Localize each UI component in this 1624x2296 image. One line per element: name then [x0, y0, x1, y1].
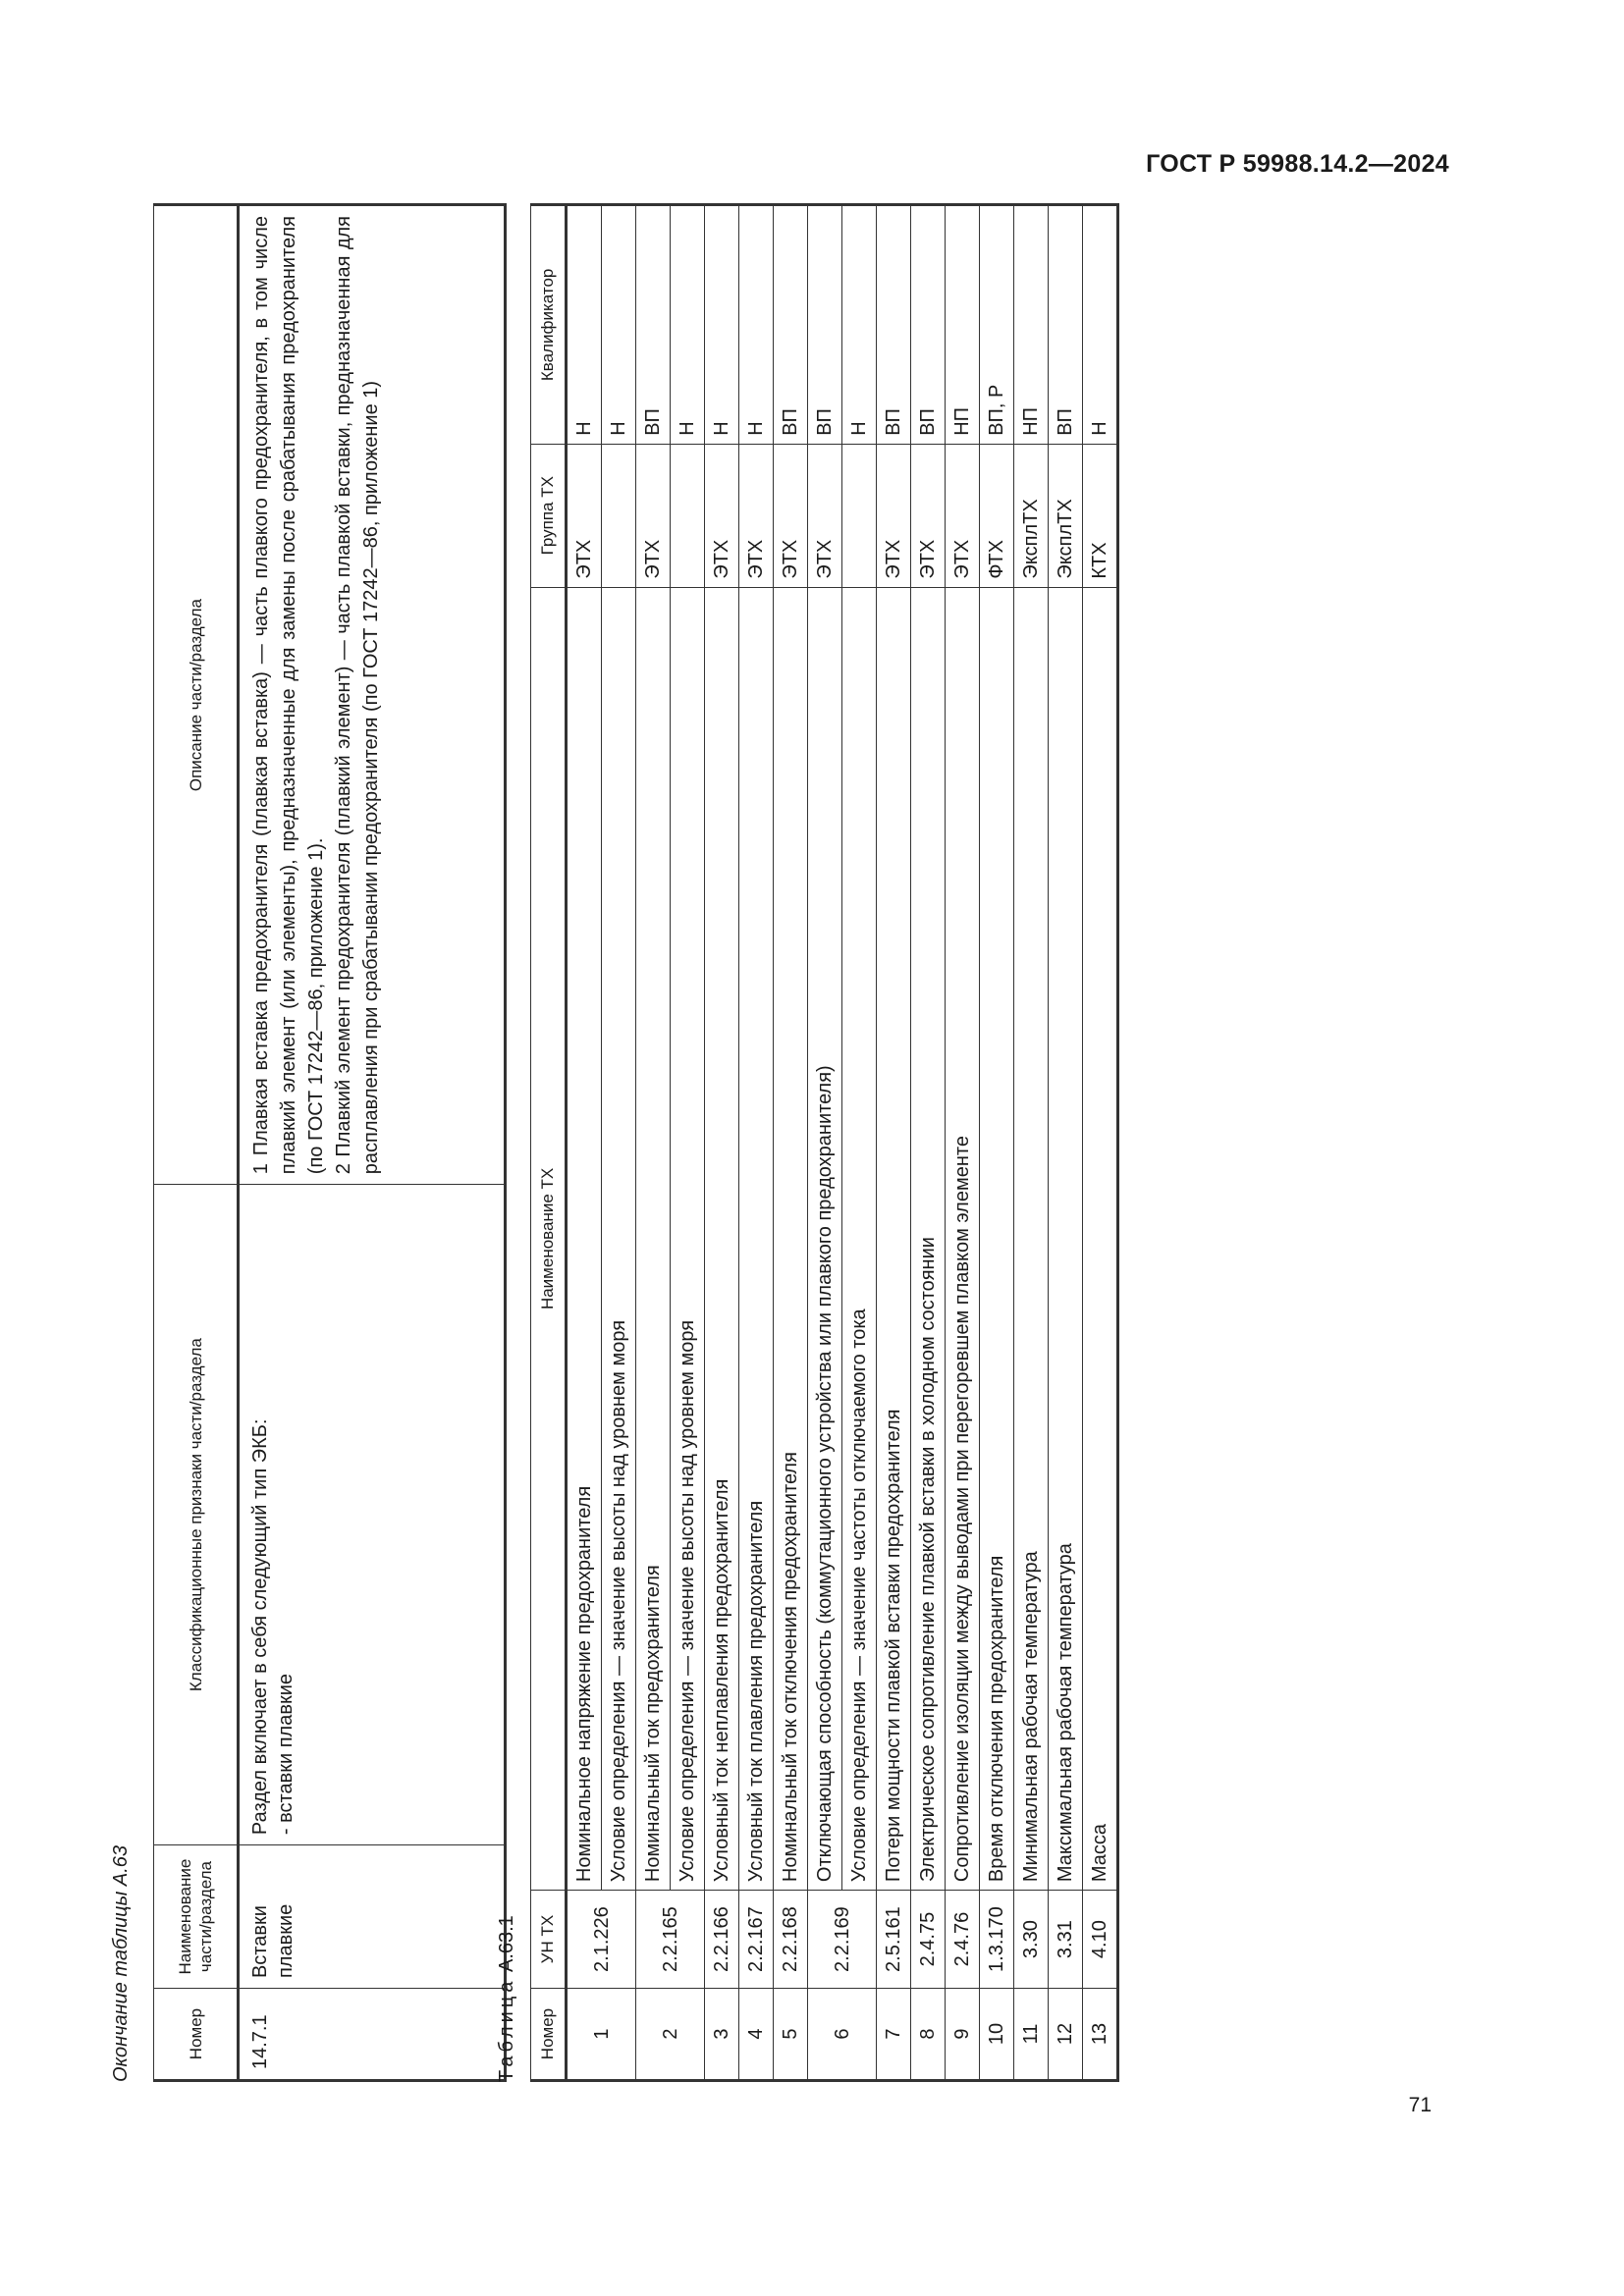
table-a631 — [530, 203, 1119, 2082]
document-code: ГОСТ Р 59988.14.2—2024 — [1146, 150, 1449, 178]
cell-qualifier: ВП, Р — [980, 205, 1014, 445]
cell-tx-group-empty — [842, 444, 877, 587]
cell-tx-name: Минимальная рабочая температура — [1014, 587, 1049, 1890]
cell-tx-condition: Условие определения — значение частоты отключаемого тока — [842, 587, 877, 1890]
cell-tx-name: Номинальный ток отключения предохранителя — [774, 587, 808, 1890]
cell-number: 3 — [705, 1989, 739, 2081]
cell-qualifier: НП — [1014, 205, 1049, 445]
table-a631-caption — [496, 1915, 518, 2082]
features-text: Раздел включает в себя следующий тип ЭКБ: — [249, 1418, 271, 1836]
table-row — [946, 205, 980, 2081]
cell-tx-group: ЭксплТХ — [1014, 444, 1049, 587]
cell-tx-group: ЭТХ — [705, 444, 739, 587]
cell-un-tx: 2.2.167 — [739, 1891, 774, 1989]
header-part-name: Наименование части/раздела — [154, 1845, 239, 1989]
table-row — [808, 205, 842, 2081]
cell-qualifier: Н — [739, 205, 774, 445]
table-row — [980, 205, 1014, 2081]
cell-tx-name: Отключающая способность (коммутационного устройства или плавкого предохранителя) — [808, 587, 842, 1890]
cell-number: 10 — [980, 1989, 1014, 2081]
cell-tx-group: КТХ — [1083, 444, 1118, 587]
cell-tx-condition: Условие определения — значение высоты над уровнем моря — [602, 587, 636, 1890]
table-row — [239, 205, 506, 2081]
table-caption-number: А.63.1 — [496, 1915, 517, 1973]
cell-qualifier: ВП — [774, 205, 808, 445]
header-number: Номер — [154, 1989, 239, 2081]
table-row — [774, 205, 808, 2081]
cell-tx-name: Время отключения предохранителя — [980, 587, 1014, 1890]
table-header-row — [154, 205, 239, 2081]
cell-number: 14.7.1 — [239, 1989, 506, 2081]
cell-qualifier: ВП — [911, 205, 946, 445]
table-row — [1049, 205, 1083, 2081]
page-number: 71 — [1408, 2094, 1432, 2116]
cell-number: 11 — [1014, 1989, 1049, 2081]
cell-number: 8 — [911, 1989, 946, 2081]
cell-un-tx: 2.4.75 — [911, 1891, 946, 1989]
table-row — [1014, 205, 1049, 2081]
table-continuation-caption: Окончание таблицы А.63 — [110, 1844, 132, 2082]
cell-tx-name: Масса — [1083, 587, 1118, 1890]
cell-un-tx: 2.1.226 — [567, 1891, 636, 1989]
cell-tx-name: Потери мощности плавкой вставки предохранителя — [877, 587, 911, 1890]
cell-qualifier: ВП — [636, 205, 671, 445]
cell-tx-group: ЭТХ — [877, 444, 911, 587]
table-a63-end — [153, 203, 507, 2082]
cell-un-tx: 1.3.170 — [980, 1891, 1014, 1989]
header-qualifier: Квалификатор — [531, 205, 567, 445]
header-tx-name: Наименование ТХ — [531, 587, 567, 1890]
cell-tx-name: Электрическое сопротивление плавкой вставки в холодном состоянии — [911, 587, 946, 1890]
cell-qualifier: ВП — [877, 205, 911, 445]
cell-tx-name: Номинальный ток предохранителя — [636, 587, 671, 1890]
cell-qualifier: Н — [671, 205, 705, 445]
table-caption-word: Таблица — [496, 1977, 517, 2082]
cell-qualifier: Н — [567, 205, 602, 445]
cell-un-tx: 2.4.76 — [946, 1891, 980, 1989]
cell-tx-group: ЭксплТХ — [1049, 444, 1083, 587]
cell-tx-group: ФТХ — [980, 444, 1014, 587]
header-number: Номер — [531, 1989, 567, 2081]
cell-qualifier: Н — [705, 205, 739, 445]
cell-tx-condition: Условие определения — значение высоты над уровнем моря — [671, 587, 705, 1890]
cell-tx-name: Условный ток неплавления предохранителя — [705, 587, 739, 1890]
cell-number: 2 — [636, 1989, 705, 2081]
cell-number: 13 — [1083, 1989, 1118, 2081]
cell-number: 1 — [567, 1989, 636, 2081]
cell-qualifier: Н — [1083, 205, 1118, 445]
cell-tx-group-empty — [671, 444, 705, 587]
table-row-condition — [602, 205, 636, 2081]
cell-part-description — [239, 205, 506, 1185]
header-un-tx: УН ТХ — [531, 1891, 567, 1989]
cell-number: 7 — [877, 1989, 911, 2081]
table-row-condition — [671, 205, 705, 2081]
cell-tx-group: ЭТХ — [911, 444, 946, 587]
cell-number: 4 — [739, 1989, 774, 2081]
cell-un-tx: 3.30 — [1014, 1891, 1049, 1989]
table-row-condition — [842, 205, 877, 2081]
cell-tx-group: ЭТХ — [774, 444, 808, 587]
cell-number: 9 — [946, 1989, 980, 2081]
table-row — [911, 205, 946, 2081]
cell-classification-features — [239, 1185, 506, 1845]
table-header-row — [531, 205, 567, 2081]
cell-number: 12 — [1049, 1989, 1083, 2081]
cell-qualifier: Н — [602, 205, 636, 445]
table-row — [1083, 205, 1118, 2081]
table-row — [705, 205, 739, 2081]
cell-un-tx: 2.2.168 — [774, 1891, 808, 1989]
cell-number: 6 — [808, 1989, 877, 2081]
cell-tx-group: ЭТХ — [567, 444, 602, 587]
cell-tx-group-empty — [602, 444, 636, 587]
description-paragraph-2: 2 Плавкий элемент предохранителя (плавкий элемент) — часть плавкой вставки, предназначенная для расплавления при срабатывании предохранителя (по ГОСТ 17242—86, приложение 1) — [333, 216, 382, 1175]
table-row — [567, 205, 602, 2081]
header-part-description: Описание части/раздела — [154, 205, 239, 1185]
cell-number: 5 — [774, 1989, 808, 2081]
features-item: - вставки плавкие — [275, 1674, 297, 1836]
cell-part-name: Вставки плавкие — [239, 1845, 506, 1989]
cell-tx-name: Сопротивление изоляции между выводами при перегоревшем плавком элементе — [946, 587, 980, 1890]
cell-tx-group: ЭТХ — [636, 444, 671, 587]
cell-tx-group: ЭТХ — [739, 444, 774, 587]
cell-un-tx: 2.2.169 — [808, 1891, 877, 1989]
cell-tx-name: Условный ток плавления предохранителя — [739, 587, 774, 1890]
cell-tx-name: Номинальное напряжение предохранителя — [567, 587, 602, 1890]
header-classification-features: Классификационные признаки части/раздела — [154, 1185, 239, 1845]
cell-un-tx: 2.5.161 — [877, 1891, 911, 1989]
header-tx-group: Группа ТХ — [531, 444, 567, 587]
table-row — [739, 205, 774, 2081]
cell-tx-group: ЭТХ — [946, 444, 980, 587]
cell-qualifier: Н — [842, 205, 877, 445]
cell-qualifier: НП — [946, 205, 980, 445]
cell-tx-name: Максимальная рабочая температура — [1049, 587, 1083, 1890]
cell-un-tx: 2.2.165 — [636, 1891, 705, 1989]
cell-un-tx: 2.2.166 — [705, 1891, 739, 1989]
cell-un-tx: 4.10 — [1083, 1891, 1118, 1989]
cell-qualifier: ВП — [808, 205, 842, 445]
cell-qualifier: ВП — [1049, 205, 1083, 445]
table-row — [877, 205, 911, 2081]
cell-un-tx: 3.31 — [1049, 1891, 1083, 1989]
cell-tx-group: ЭТХ — [808, 444, 842, 587]
description-paragraph-1: 1 Плавкая вставка предохранителя (плавкая вставка) — часть плавкого предохранителя, в том числе плавкий элемент (или элементы), предназначенные для замены после срабатывания предохранителя (по ГОСТ 17242—86, приложение 1). — [250, 216, 327, 1175]
table-row — [636, 205, 671, 2081]
